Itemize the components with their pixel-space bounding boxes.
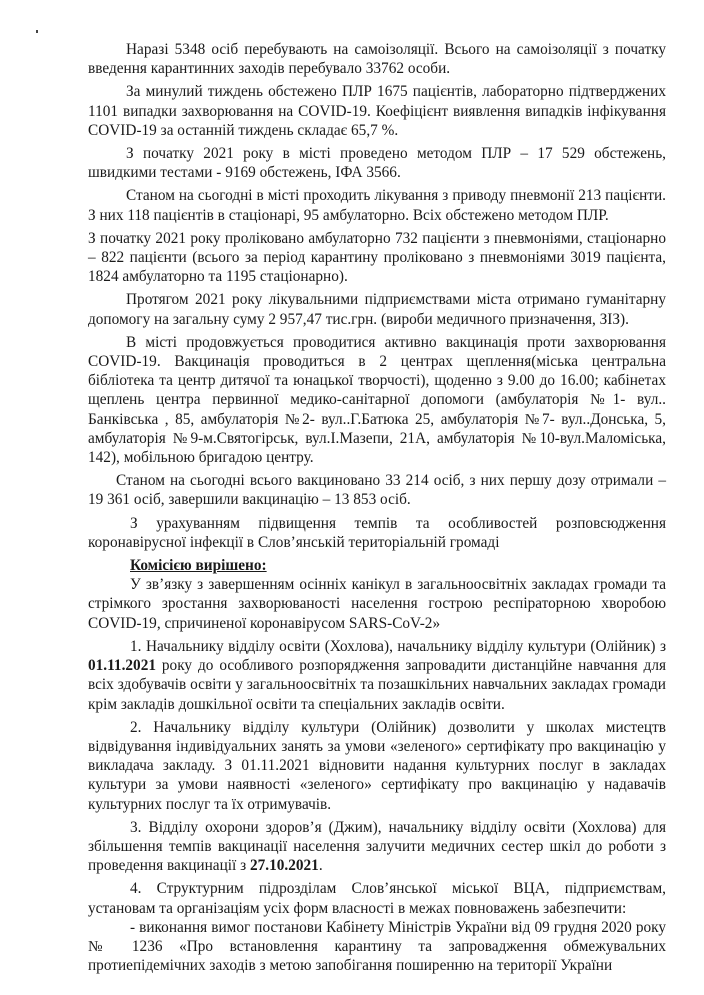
- item3-text-end: .: [318, 857, 323, 875]
- item1-text-start: 1. Начальнику відділу освіти (Хохлова), начальнику відділу культури (Олійник) з: [130, 637, 666, 655]
- paragraph-spread-context: З урахуванням підвищення темпів та особливостей розповсюдження коронавірусної інфекції в Слов’янській територіальній громаді: [88, 514, 666, 551]
- paragraph-humanitarian-aid: Протягом 2021 року лікувальними підприємствами міста отримано гуманітарну допомогу на загальну суму 2 957,47 тис.грн. (вироби медичного призначення, ЗІЗ).: [88, 291, 666, 328]
- paragraph-self-isolation: Наразі 5348 осіб перебувають на самоізоляції. Всього на самоізоляції з початку введення карантинних заходів перебувало 33762 особи.: [88, 41, 666, 78]
- paragraph-year-tests: З початку 2021 року в місті проведено методом ПЛР – 17 529 обстежень, швидкими тестами - 9169 обстежень, ІФА 3566.: [88, 145, 666, 182]
- paragraph-vaccination-centers: В місті продовжується проводитися активно вакцинація проти захворювання COVID-19. Вакцинація проводиться в 2 центрах щеплення(міська центральна бібліотека та центр дитячої та юнацької творчості), щоденно з 9.00 до 16.00; кабінетах щеплень центра первинної медико-санітарної допомоги (амбулаторія №1- вул.. Банківська , 85, амбулаторія №2- вул..Г.Батюка 25, амбулаторія №7- вул..Донська, 5, амбулаторія №9-м.Святогірськ, вул.І.Мазепи, 21А, амбулаторія №10-вул.Маломіська, 142), мобільною бригадою центру.: [88, 333, 666, 467]
- item1-date: 01.11.2021: [88, 657, 156, 675]
- paragraph-holidays-context: У зв’язку з завершенням осінніх канікул в загальноосвітніх закладах громади та стрімкого зростання захворюваності населення гострою респіраторною хворобою COVID-19, спричиненої коронавірусом SARS-CoV-2»: [88, 576, 666, 632]
- decision-item-2: 2. Начальнику відділу культури (Олійник) дозволити у школах мистецтв відвідування індивідуальних занять за умови «зеленого» сертифікату про вакцинацію у викладача закладу. З 01.11.2021 відновити надання культурних послуг в закладах культури за умови наявності «зеленого» сертифікату про вакцинацію у надавачів культурних послуг та їх отримувачів.: [88, 718, 666, 813]
- decision-item-4: 4. Структурним підрозділам Слов’янської міської ВЦА, підприємствам, установам та організаціям усіх форм власності в межах повноважень забезпечити:: [88, 880, 666, 917]
- scan-mark: [36, 30, 38, 33]
- paragraph-pneumonia-treated: З початку 2021 року проліковано амбулаторно 732 пацієнти з пневмоніями, стаціонарно – 822 пацієнти (всього за період карантину проліковано з пневмоніями 3019 пацієнта, 1824 амбулаторно та 1195 стаціонарно).: [88, 229, 666, 286]
- paragraph-pneumonia-current: Станом на сьогодні в місті проходить лікування з приводу пневмонії 213 пацієнти. З них 118 пацієнтів в стаціонарі, 95 амбулаторно. Всіх обстежено методом ПЛР.: [88, 187, 666, 224]
- decision-item-4-sub: - виконання вимог постанови Кабінету Міністрів України від 09 грудня 2020 року № 1236 «Про встановлення карантину та запровадження обмежувальних протиепідемічних заходів з метою запобігання поширенню на території України: [88, 918, 666, 975]
- item1-text-end: року до особливого розпорядження запровадити дистанційне навчання для всіх здобувачів освіти у загальноосвітніх та позашкільних навчальних закладах громади крім закладів дошкільної освіти та спеціальних закладів освіти.: [88, 657, 666, 713]
- item3-date: 27.10.2021: [249, 857, 319, 875]
- decision-item-1: [88, 637, 666, 714]
- item3-text-start: 3. Відділу охорони здоров’я (Джим), начальнику відділу освіти (Хохлова) для збільшення темпів вакцинації населення залучити медичних сестер шкіл до роботи з проведення вакцинації з: [88, 818, 666, 875]
- decision-item-3: [88, 818, 666, 876]
- decision-heading: Комісією вирішено:: [130, 557, 267, 575]
- paragraph-weekly-pcr: За минулий тиждень обстежено ПЛР 1675 пацієнтів, лабораторно підтверджених 1101 випадки захворювання на COVID-19. Коефіцієнт виявлення випадків інфікування COVID-19 за останній тиждень складає 65,7 %.: [88, 83, 666, 139]
- paragraph-vaccinated-total: Станом на сьогодні всього вакциновано 33 214 осіб, з них першу дозу отримали – 19 361 осіб, завершили вакцинацію – 13 853 осіб.: [88, 472, 666, 509]
